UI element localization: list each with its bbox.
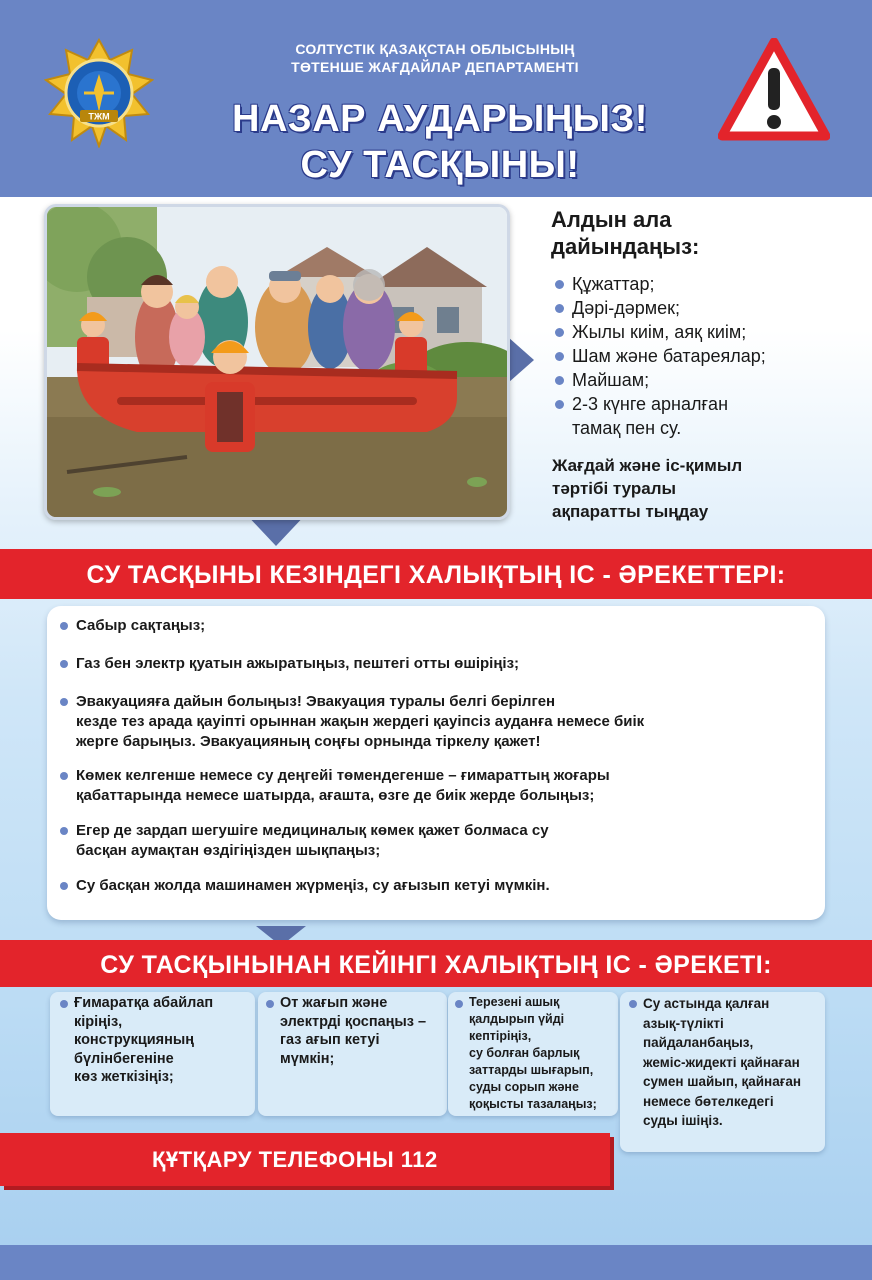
org-line-1: СОЛТҮСТІК ҚАЗАҚСТАН ОБЛЫСЫНЫҢ: [295, 41, 575, 57]
bullet-icon: [455, 1000, 463, 1008]
list-item: Жылы киім, аяқ киім;: [555, 320, 855, 344]
listen-notice: [552, 454, 852, 523]
list-item: Сабыр сақтаңыз;: [60, 616, 816, 636]
bullet-icon: [60, 772, 68, 780]
after-section-title: СУ ТАСҚЫНЫНАН КЕЙІНГІ ХАЛЫҚТЫҢ ІС - ӘРЕКЕТІ:: [0, 940, 872, 987]
after-item-4: Су астында қалған азық-түлікті пайдаланбаңыз, жеміс-жидекті қайнаған сумен шайып, қайнаған немесе бөтелкедегі суды ішіңіз.: [629, 994, 837, 1131]
page-title: [160, 96, 720, 188]
after-item-2: От жағып және электрді қоспаңыз – газ ағып кетуі мүмкін;: [266, 994, 458, 1068]
bullet-icon: [555, 304, 564, 313]
bullet-icon: [60, 827, 68, 835]
bullet-icon: [555, 352, 564, 361]
prepare-title-line-2: дайындаңыз:: [551, 234, 700, 259]
listen-line-1: Жағдай және іс-қимыл: [552, 456, 743, 475]
bullet-icon: [60, 1000, 68, 1008]
list-item: Газ бен электр қуатын ажыратыңыз, пештегі отты өшіріңіз;: [60, 654, 816, 674]
list-item: Егер де зардап шегушіге медициналық көмек қажет болмаса су басқан аумақтан өздігіңізден шықпаңыз;: [60, 821, 816, 861]
during-section-title: СУ ТАСҚЫНЫ КЕЗІНДЕГІ ХАЛЫҚТЫҢ ІС - ӘРЕКЕТТЕРІ:: [0, 549, 872, 599]
list-item: 2-3 күнге арналған: [555, 392, 855, 416]
bullet-icon: [60, 698, 68, 706]
bullet-icon: [60, 622, 68, 630]
list-item: Су басқан жолда машинамен жүрмеңіз, су ағызып кетуі мүмкін.: [60, 876, 816, 896]
list-item: Құжаттар;: [555, 272, 855, 296]
bullet-icon: [555, 376, 564, 385]
bullet-icon: [555, 280, 564, 289]
footer-band: [0, 1245, 872, 1280]
list-item: Майшам;: [555, 368, 855, 392]
headline-line-2: СУ ТАСҚЫНЫ!: [300, 144, 580, 186]
bullet-icon: [266, 1000, 274, 1008]
list-item-continuation: тамақ пен су.: [572, 418, 682, 438]
list-item: Шам және батареялар;: [555, 344, 855, 368]
listen-line-3: ақпаратты тыңдау: [552, 502, 709, 521]
rescue-phone-label: ҚҰТҚАРУ ТЕЛЕФОНЫ 112: [152, 1147, 438, 1172]
bullet-icon: [60, 660, 68, 668]
department-emblem-icon: [44, 38, 154, 148]
list-item: Дәрі-дәрмек;: [555, 296, 855, 320]
prepare-title-line-1: Алдын ала: [551, 207, 672, 232]
headline-line-1: НАЗАР АУДАРЫҢЫЗ!: [232, 98, 648, 140]
bullet-icon: [629, 1000, 637, 1008]
after-item-1: Ғимаратқа абайлап кіріңіз, конструкцияның бүлінбегеніне көз жеткізіңіз;: [60, 994, 264, 1087]
bullet-icon: [60, 882, 68, 890]
exclamation-triangle-icon: [718, 38, 830, 142]
bullet-icon: [555, 328, 564, 337]
after-item-3: Терезені ашық қалдырып үйді кептіріңіз, су болған барлық заттарды шығарып, суды сорып және қоқысты тазалаңыз;: [455, 994, 629, 1113]
emblem-label: ТЖМ: [88, 111, 110, 122]
bullet-icon: [555, 400, 564, 409]
flood-rescue-illustration: [44, 204, 510, 520]
prepare-list: [555, 272, 855, 440]
list-item: Эвакуацияға дайын болыңыз! Эвакуация туралы белгі берілген кезде тез арада қауіпті орыннан жақын жердегі қауіпсіз ауданға немесе биік жерге барыңыз. Эвакуацияның соңғы орнында тіркелу қажет!: [60, 692, 816, 752]
list-item: Көмек келгенше немесе су деңгейі төмендегенше – ғимараттың жоғары қабаттарында немесе шатырда, ағашта, өзге де биік жерде болыңыз;: [60, 766, 816, 806]
listen-line-2: тәртібі туралы: [552, 479, 677, 498]
prepare-title: [551, 206, 851, 260]
organization-name: [200, 40, 670, 76]
rescue-boat-scene-image: [47, 207, 507, 517]
org-line-2: ТӨТЕНШЕ ЖАҒДАЙЛАР ДЕПАРТАМЕНТІ: [291, 59, 579, 75]
